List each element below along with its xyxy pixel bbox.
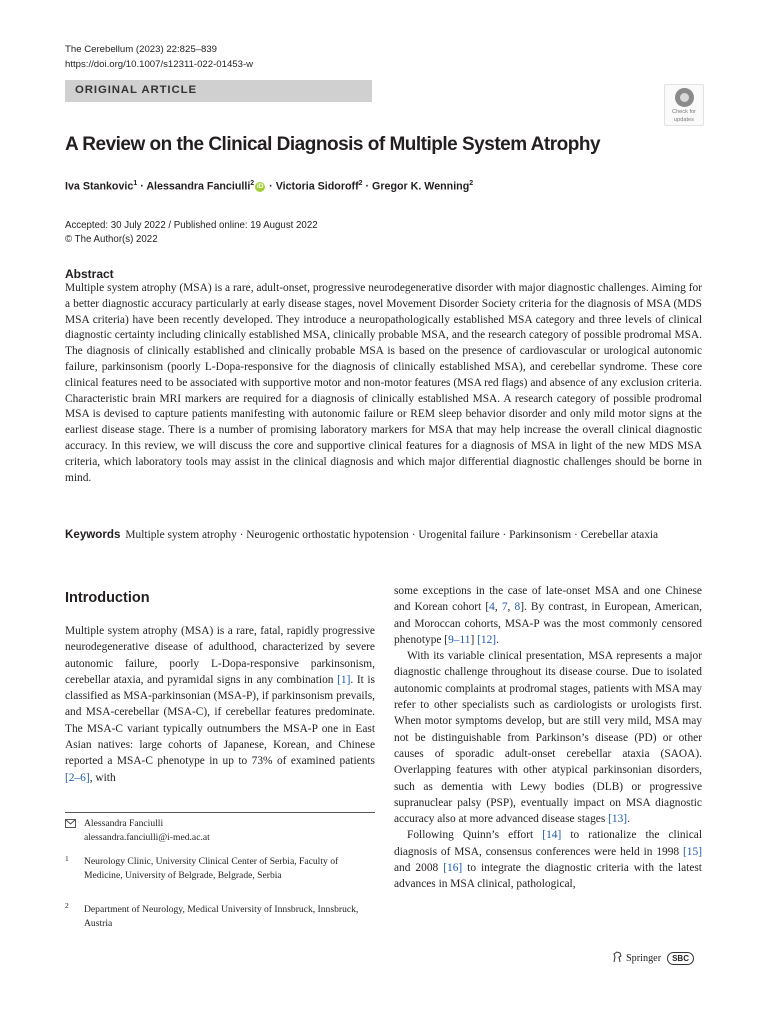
article-title: A Review on the Clinical Diagnosis of Multiple System Atrophy — [65, 134, 601, 155]
contact-email[interactable]: alessandra.fanciulli@i-med.ac.at — [84, 831, 210, 843]
introduction-heading: Introduction — [65, 590, 150, 606]
abstract-text: Multiple system atrophy (MSA) is a rare, adult-onset, progressive neurodegenerative disorder with major diagnostic challenges. Aiming for a better diagnostic accuracy particularly at early disease stages, novel Movement Disorder Society criteria for the diagnosis of MSA (MDS MSA criteria) have been recently developed. They introduce a neuropathologically established MSA category and three levels of clinical diagnostic certainty including clinically established MSA, clinically probable MSA, and the research category of possible prodromal MSA. The diagnosis of clinically established and clinically probable MSA is based on the presence of cardiovascular or urological autonomic failure, parkinsonism (poorly L-Dopa-responsive for the diagnosis of clinically established MSA), and cerebellar syndrome. These core clinical features need to be associated with supportive motor and non-motor features (MSA red flags) and absence of any exclusion criteria. Characteristic brain MRI markers are required for a diagnosis of clinically established MSA. A research category of possible prodromal MSA is devised to capture patients manifesting with autonomic failure or REM sleep behavior disorder and only mild motor signs at the earliest disease stage. There is a number of promising laboratory markers for MSA that may help increase the overall clinical diagnostic accuracy. In this review, we will discuss the core and supportive clinical features for a diagnosis of MSA in light of the new MDS MSA criteria, which laboratory tools may assist in the clinical diagnosis and which major differential diagnostic challenges should be borne in mind. — [65, 282, 702, 484]
author-name[interactable]: Gregor K. Wenning — [372, 180, 470, 193]
orcid-icon[interactable]: iD — [256, 182, 264, 190]
intro-paragraph-3 — [394, 827, 702, 892]
contact-name: Alessandra Fanciulli — [84, 818, 164, 829]
body-text: , — [494, 601, 502, 614]
crossmark-line1: Check for — [672, 109, 696, 115]
footnote-divider — [65, 812, 375, 813]
citation-link[interactable]: [1] — [337, 673, 351, 686]
body-text: some exceptions in the case of late-onset MSA and one Chinese and Korean cohort [ — [394, 585, 702, 614]
keywords-list: Multiple system atrophy · Neurogenic orthostatic hypotension · Urogenital failure · Parkinsonism · Cerebellar ataxia — [125, 529, 659, 541]
citation-link[interactable]: [16] — [443, 862, 463, 875]
doi-link[interactable]: https://doi.org/10.1007/s12311-022-01453-w — [65, 59, 254, 70]
citation-link[interactable]: 7 — [501, 601, 508, 614]
body-text: to rationalize the clinical diagnosis of MSA, consensus conferences were held in 1998 — [394, 829, 702, 858]
body-text: . It is classified as MSA-parkinsonian (MSA-P), if parkinsonism prevails, and MSA-cerebellar (MSA-C), if cerebellar features predominate. The MSA-C variant typically outnumbers the MSA-P one in East Asian natives: large cohorts of Japanese, Korean, and Chinese reported a MSA-C phenotype in up to 73% of examined patients — [65, 673, 375, 768]
body-text: With its variable clinical presentation, MSA represents a major diagnostic challenge throughout its disease course. Due to isolated autonomic complaints at prodromal stages, patients with MSA may refer to other specialists such as cardiologists or urologists first. When motor symptoms develop, but are still very mild, MSA may not be distinguishable from Parkinson’s disease (PD) or other causes of sporadic adult-onset cerebellar ataxia (SAOA). Overlapping features with other atypical parkinsonian disorders, such as dementia with Lewy bodies (DLB) or progressive supranuclear palsy (PSP), eventually impact on MSA diagnostic accuracy also at more advanced disease stages — [394, 650, 702, 826]
journal-info — [65, 42, 253, 72]
author-name[interactable]: Alessandra Fanciulli — [146, 180, 251, 193]
author-affiliation: 2 — [469, 180, 474, 187]
keywords — [65, 527, 702, 544]
article-type-banner — [65, 80, 372, 102]
copyright-line: © The Author(s) 2022 — [65, 233, 158, 245]
abstract-heading: Abstract — [65, 267, 114, 281]
body-text: . — [496, 633, 499, 646]
intro-paragraph-1 — [65, 623, 375, 786]
body-text: ] — [470, 633, 478, 646]
right-column — [394, 583, 702, 893]
journal-citation: The Cerebellum (2023) 22:825–839 — [65, 44, 218, 55]
body-text: and 2008 — [394, 862, 444, 875]
body-text: . — [627, 813, 630, 826]
citation-link[interactable]: 8 — [514, 601, 521, 614]
left-column — [65, 623, 375, 786]
author-separator: · — [362, 180, 373, 193]
body-text: to integrate the diagnostic criteria with the latest advances in MSA clinical, pathological, — [394, 862, 702, 891]
author-affiliation: 2 — [250, 180, 255, 187]
citation-link[interactable]: [2–6] — [65, 771, 90, 784]
citation-link[interactable]: [14] — [542, 829, 562, 842]
author-name[interactable]: Iva Stankovic — [65, 180, 134, 193]
affiliation-number: 1 — [65, 854, 69, 863]
citation-link[interactable]: 9–11 — [448, 633, 471, 646]
publisher-logo — [612, 951, 694, 965]
author-name[interactable]: Victoria Sidoroff — [275, 180, 359, 193]
envelope-icon — [65, 819, 76, 833]
author-separator: · — [137, 180, 147, 193]
affiliation-number: 2 — [65, 901, 69, 910]
body-text: Following Quinn’s effort — [407, 829, 543, 842]
keywords-label: Keywords — [65, 528, 121, 541]
intro-paragraph-continued — [394, 583, 702, 648]
citation-link[interactable]: [15] — [683, 845, 702, 858]
intro-paragraph-2 — [394, 648, 702, 827]
article-type: ORIGINAL ARTICLE — [75, 84, 197, 96]
author-affiliation: 2 — [358, 180, 363, 187]
affiliation-2: Department of Neurology, Medical University of Innsbruck, Innsbruck, Austria — [84, 904, 359, 929]
corresponding-author — [84, 817, 210, 844]
body-text: Multiple system atrophy (MSA) is a rare, fatal, rapidly progressive neurodegenerative disease of adulthood, characterized by severe autonomic failure, poorly L-Dopa-responsive parkinsonism, cerebellar ataxia, and pyramidal signs in any combination — [65, 625, 375, 686]
body-text: , — [507, 601, 515, 614]
springer-horse-icon — [612, 951, 623, 963]
author-affiliation: 1 — [133, 180, 138, 187]
citation-link[interactable]: 4 — [489, 601, 495, 614]
crossmark-line2: updates — [674, 117, 694, 123]
crossmark-icon — [675, 88, 694, 107]
body-text: , with — [89, 771, 116, 784]
sbc-logo: SBC — [667, 952, 694, 965]
author-list — [65, 180, 473, 193]
publisher-name: Springer — [626, 953, 662, 964]
author-separator: · — [266, 180, 276, 193]
check-for-updates-badge[interactable] — [664, 84, 704, 126]
publication-dates — [65, 219, 318, 246]
citation-link[interactable]: [12] — [477, 633, 497, 646]
citation-link[interactable]: [13] — [608, 813, 628, 826]
affiliation-1: Neurology Clinic, University Clinical Center of Serbia, Faculty of Medicine, University of Belgrade, Belgrade, Serbia — [84, 856, 339, 881]
dates-line: Accepted: 30 July 2022 / Published online: 19 August 2022 — [65, 220, 318, 231]
body-text: ]. By contrast, in European, American, and Moroccan cohorts, MSA-P was the most commonly censored phenotype [ — [394, 601, 702, 646]
